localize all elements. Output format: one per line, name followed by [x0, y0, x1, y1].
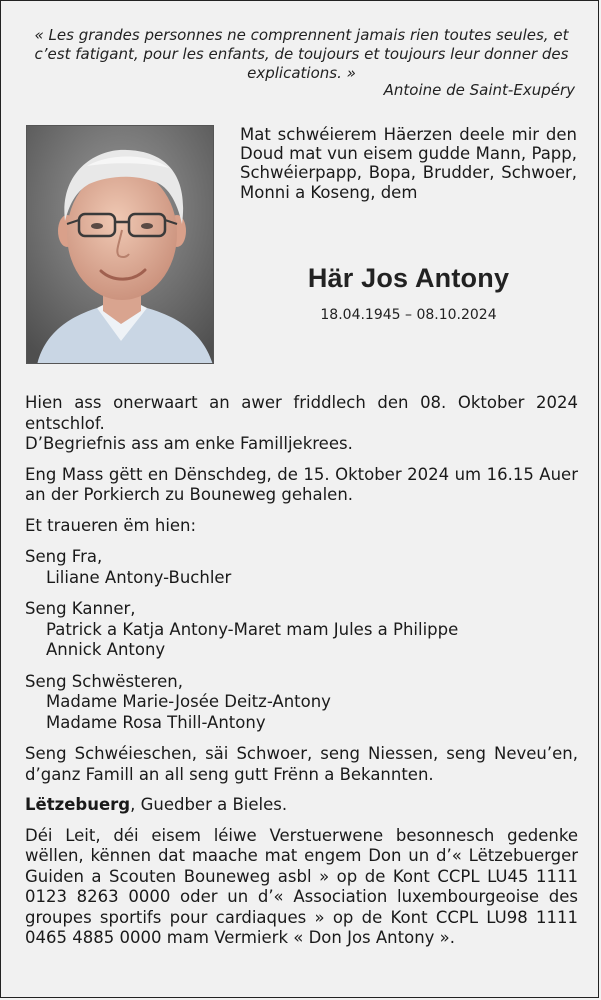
mourner-name: Madame Marie-Josée Deitz-Antony: [46, 692, 331, 711]
mourner-name: Madame Rosa Thill-Antony: [46, 712, 266, 732]
portrait-photo: [26, 125, 214, 364]
mourner-group-label: Seng Kanner,: [25, 599, 136, 618]
funeral-text: D’Begriefnis ass am enke Familljekrees.: [25, 434, 353, 453]
notice-body: [25, 393, 578, 949]
place-name: Lëtzebuerg: [25, 795, 131, 814]
mass-text: Eng Mass gëtt en Dënschdeg, de 15. Oktober 2024 um 16.15 Auer an der Porkierch zu Bouneweg gehalen.: [25, 464, 578, 504]
quote-text: « Les grandes personnes ne comprennent jamais rien toutes seules, et c’est fatigant, pour les enfants, de toujours et toujours leur donner des explications. »: [34, 26, 569, 82]
mourner-name: Patrick a Katja Antony-Maret mam Jules a Philippe: [46, 619, 459, 639]
intro-text: Mat schwéierem Häerzen deele mir den Doud mat vun eisem gudde Mann, Papp, Schwéierpapp, Bopa, Brudder, Schwoer, Monni a Koseng, dem: [240, 125, 577, 202]
deceased-name: Här Jos Antony: [307, 263, 510, 293]
mourner-group-label: Seng Fra,: [25, 547, 103, 566]
mourner-name: Annick Antony: [46, 640, 166, 659]
other-mourners-text: Seng Schwéieschen, säi Schwoer, seng Niessen, seng Neveu’en, d’ganz Famill an all seng gutt Frënn a Bekannten.: [25, 744, 578, 784]
mourner-name: Liliane Antony-Buchler: [46, 567, 232, 587]
place-rest: , Guedber a Bieles.: [130, 795, 288, 814]
life-dates: 18.04.1945 – 08.10.2024: [320, 307, 497, 323]
mourners-intro: Et traueren ëm hien:: [25, 515, 197, 535]
passing-text: Hien ass onerwaart an awer friddlech den 08. Oktober 2024 entschlof.: [25, 393, 578, 433]
place-line: [25, 795, 578, 816]
quote-author: Antoine de Saint-Exupéry: [383, 81, 575, 99]
donation-text: Déi Leit, déi eisem léiwe Verstuerwene besonnesch gedenke wëllen, kënnen dat maache mat engem Don un d’« Lëtzebuerger Guiden a Scouten Bouneweg asbl » op de Kont CCPL LU45 1111 0123 8263 0000 oder un d’« Association luxembourgeoise des groupes sportifs pour cardiaques » op de Kont CCPL LU98 1111 0465 4885 0000 mam Vermierk « Don Jos Antony ».: [25, 825, 578, 947]
mourner-group-label: Seng Schwësteren,: [25, 671, 183, 691]
